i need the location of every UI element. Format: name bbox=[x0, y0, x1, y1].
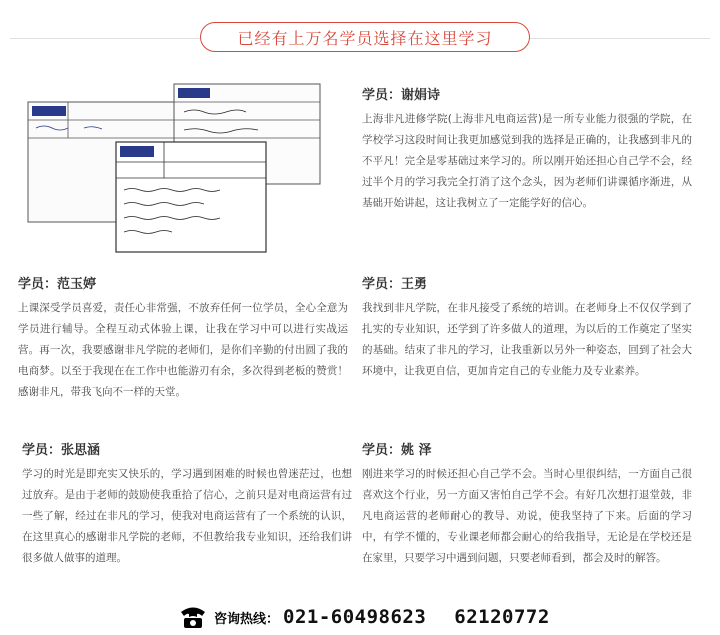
testimonial-card bbox=[362, 273, 692, 382]
phone-number-1[interactable]: 021-60498623 bbox=[283, 606, 427, 628]
testimonial-card bbox=[362, 84, 692, 214]
student-name: 学员：范玉婷 bbox=[18, 277, 97, 292]
testimonial-card bbox=[18, 273, 348, 403]
testimonial-card bbox=[362, 439, 692, 569]
testimonial-text: 我找到非凡学院，在非凡接受了系统的培训。在老师身上不仅仅学到了扎实的专业知识，还学到了许多做人的道理，为以后的工作奠定了坚实的基础。结束了非凡的学习，让我重新以另外一种姿态，回到了社会大环境中，让我更自信，更加肯定自己的专业能力及专业素养。 bbox=[362, 302, 692, 377]
form-front bbox=[116, 142, 266, 252]
testimonial-text: 学习的时光是即充实又快乐的，学习遇到困难的时候也曾迷茫过，也想过放弃。是由于老师的鼓励使我重拾了信心，之前只是对电商运营有过一些了解，经过在非凡的学习，使我对电商运营有了一个系统的认识，在这里真心的感谢非凡学院的老师，不但教给我专业知识，还给我们讲很多做人做事的道理。 bbox=[22, 468, 352, 564]
student-name: 学员：谢娟诗 bbox=[362, 88, 441, 103]
testimonial-card bbox=[22, 439, 352, 569]
hotline-label: 咨询热线： bbox=[214, 611, 280, 627]
phone-icon bbox=[178, 603, 208, 631]
section-title: 已经有上万名学员选择在这里学习 bbox=[200, 22, 530, 52]
testimonial-text: 刚进来学习的时候还担心自己学不会。当时心里很纠结，一方面自己很喜欢这个行业，另一方面又害怕自己学不会。有好几次想打退堂鼓，非凡电商运营的老师耐心的教导、劝说，使我坚持了下来。后面的学习中，有学不懂的，专业课老师都会耐心的给我指导，无论是在学校还是在家里，只要学习中遇到问题，只要老师看到，都会及时的解答。 bbox=[362, 468, 692, 564]
phone-number-2[interactable]: 62120772 bbox=[454, 606, 550, 628]
testimonial-text: 上海非凡进修学院(上海非凡电商运营)是一所专业能力很强的学院，在学校学习这段时间让我更加感觉到我的选择是正确的，让我感到非凡的不平凡！完全是零基础过来学习的。所以刚开始还担心自己学不会，经过半个月的学习我完全打消了这个念头，因为老师们讲课循序渐进，从基础开始讲起，这让我树立了一定能学好的信心。 bbox=[362, 113, 692, 209]
student-name: 学员：张思涵 bbox=[22, 443, 101, 458]
student-name: 学员：姚 泽 bbox=[362, 443, 432, 458]
student-name: 学员：王勇 bbox=[362, 277, 428, 292]
feedback-forms-image bbox=[24, 80, 324, 256]
hotline-bar bbox=[178, 600, 550, 634]
testimonial-text: 上课深受学员喜爱，责任心非常强，不放弃任何一位学员，全心全意为学员进行辅导。全程互动式体验上课，让我在学习中可以进行实战运营。再一次，我要感谢非凡学院的老师们，是你们辛勤的付出圆了我的电商梦。以至于我现在在工作中也能游刃有余，多次得到老板的赞赏！ 感谢非凡，带我飞向不一样的天堂。 bbox=[18, 302, 348, 398]
